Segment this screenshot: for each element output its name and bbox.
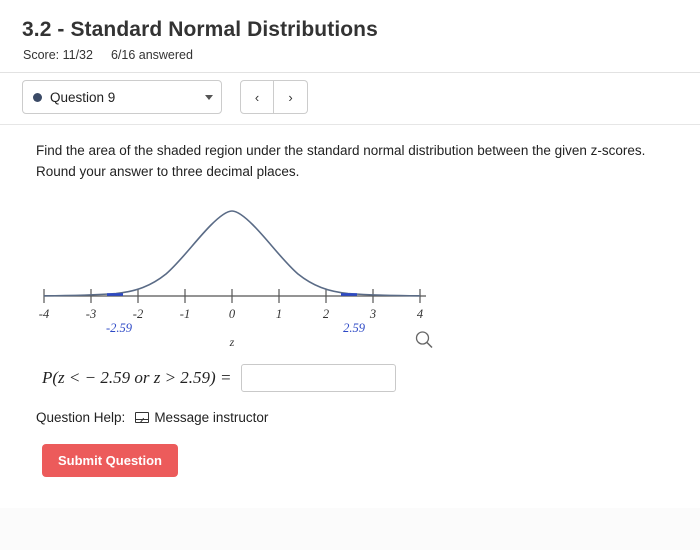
message-instructor-label: Message instructor [154,410,269,425]
tick-label: 1 [275,307,283,321]
answered-label: 6/16 answered [110,48,193,62]
tick-label: -2 [132,307,144,321]
envelope-icon [135,412,149,423]
tick-label: 2 [322,307,330,321]
tick-label: 0 [228,307,236,321]
page-bottom-area [0,508,700,550]
previous-question-button[interactable]: ‹ [240,80,274,114]
question-prompt [36,140,700,182]
normal-curve-figure [36,200,436,350]
tick-label: -4 [38,307,50,321]
prompt-line-1: Find the area of the shaded region under the standard normal distribution between the given z-scores. [36,143,646,158]
tick-label: 3 [369,307,377,321]
shaded-region-left-tail [107,293,123,296]
chevron-down-icon [205,95,213,100]
question-help-label: Question Help: [36,410,126,425]
answer-row [42,364,396,392]
submit-question-button[interactable]: Submit Question [42,444,178,477]
question-nav-bar [22,80,308,114]
x-axis-label: z [229,335,235,349]
score-label: Score: 11/32 [23,48,93,62]
z-annotation-left: -2.59 [105,321,133,335]
normal-distribution-curve [44,211,420,296]
probability-expression: P(z < − 2.59 or z > 2.59) = [42,368,232,387]
question-select[interactable] [22,80,222,114]
tick-label: 4 [416,307,424,321]
question-help-row [36,410,268,425]
answer-input[interactable] [241,364,396,392]
score-status [23,48,193,62]
question-nav-buttons [240,80,308,114]
question-select-label: Question 9 [50,89,116,105]
tick-label: -3 [85,307,97,321]
shaded-region-right-tail [341,293,357,296]
header-divider [0,72,700,73]
question-bar-divider [0,124,700,125]
page-title: 3.2 - Standard Normal Distributions [22,18,378,41]
magnifier-icon[interactable] [414,330,434,350]
tick-label: -1 [179,307,191,321]
message-instructor-link[interactable] [135,410,268,425]
question-status-dot-icon [33,93,42,102]
z-annotation-right: 2.59 [343,321,365,335]
next-question-button[interactable]: › [274,80,308,114]
prompt-line-2: Round your answer to three decimal places. [36,164,300,179]
